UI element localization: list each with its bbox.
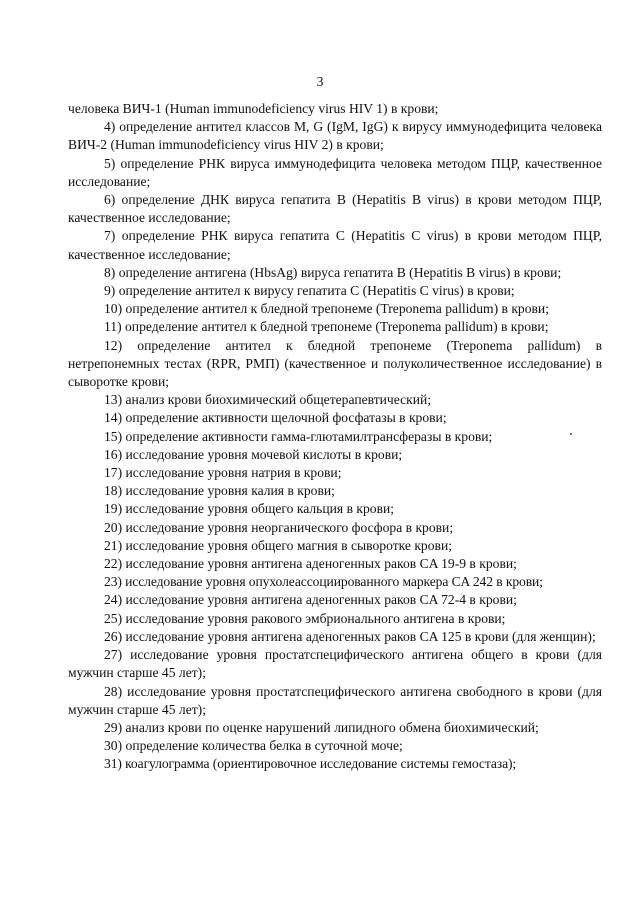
list-item: 26) исследование уровня антигена аденогенных раков CA 125 в крови (для женщин); bbox=[104, 628, 596, 644]
list-item: человека ВИЧ-1 (Human immunodeficiency virus HIV 1) в крови; bbox=[68, 101, 439, 116]
document-body bbox=[68, 100, 602, 774]
list-item: 7) определение РНК вируса гепатита C (Hepatitis C virus) в крови методом ПЦР, качественное исследование; bbox=[68, 228, 602, 262]
list-item: 6) определение ДНК вируса гепатита B (Hepatitis B virus) в крови методом ПЦР, качественное исследование; bbox=[68, 192, 602, 226]
list-item: 8) определение антигена (HbsAg) вируса гепатита B (Hepatitis B virus) в крови; bbox=[104, 264, 562, 280]
list-item: 20) исследование уровня неорганического фосфора в крови; bbox=[104, 519, 454, 535]
list-item: 19) исследование уровня общего кальция в крови; bbox=[104, 501, 395, 517]
list-item: 28) исследование уровня простатспецифического антигена свободного в крови (для мужчин старше 45 лет); bbox=[68, 683, 602, 717]
list-item: 13) анализ крови биохимический общетерапевтический; bbox=[104, 392, 432, 408]
list-item: 9) определение антител к вирусу гепатита C (Hepatitis C virus) в крови; bbox=[104, 283, 515, 299]
list-item: 18) исследование уровня калия в крови; bbox=[104, 483, 335, 499]
list-item: 27) исследование уровня простатспецифического антигена общего в крови (для мужчин старше 45 лет); bbox=[68, 647, 602, 681]
scan-speck bbox=[570, 433, 572, 435]
list-item: 16) исследование уровня мочевой кислоты в крови; bbox=[104, 446, 403, 462]
list-item: 11) определение антител к бледной трепонеме (Treponema pallidum) в крови; bbox=[104, 319, 549, 335]
list-item: 14) определение активности щелочной фосфатазы в крови; bbox=[104, 410, 447, 426]
page-number: 3 bbox=[316, 74, 324, 89]
list-item: 15) определение активности гамма-глютамилтрансферазы в крови; bbox=[104, 428, 493, 444]
list-item: 10) определение антител к бледной трепонеме (Treponema pallidum) в крови; bbox=[104, 301, 549, 317]
list-item: 31) коагулограмма (ориентировочное исследование системы гемостаза); bbox=[104, 756, 517, 772]
list-item: 21) исследование уровня общего магния в сыворотке крови; bbox=[104, 537, 452, 553]
list-item: 5) определение РНК вируса иммунодефицита человека методом ПЦР, качественное исследование; bbox=[68, 155, 602, 189]
list-item: 17) исследование уровня натрия в крови; bbox=[104, 465, 342, 481]
list-item: 22) исследование уровня антигена аденогенных раков CA 19-9 в крови; bbox=[104, 556, 517, 572]
list-item: 25) исследование уровня ракового эмбрионального антигена в крови; bbox=[104, 610, 506, 626]
list-item: 23) исследование уровня опухолеассоциированного маркера CA 242 в крови; bbox=[104, 574, 543, 590]
list-item: 24) исследование уровня антигена аденогенных раков CA 72-4 в крови; bbox=[104, 592, 517, 608]
list-item: 12) определение антител к бледной трепонеме (Treponema pallidum) в нетрепонемных тестах (RPR, РМП) (качественное и полуколичественное исследование) в сыворотке крови; bbox=[68, 337, 602, 390]
list-item: 4) определение антител классов M, G (IgM, IgG) к вирусу иммунодефицита человека ВИЧ-2 (Human immunodeficiency virus HIV 2) в крови; bbox=[68, 119, 602, 153]
list-item: 30) определение количества белка в суточной моче; bbox=[104, 738, 403, 754]
list-item: 29) анализ крови по оценке нарушений липидного обмена биохимический; bbox=[104, 719, 539, 735]
